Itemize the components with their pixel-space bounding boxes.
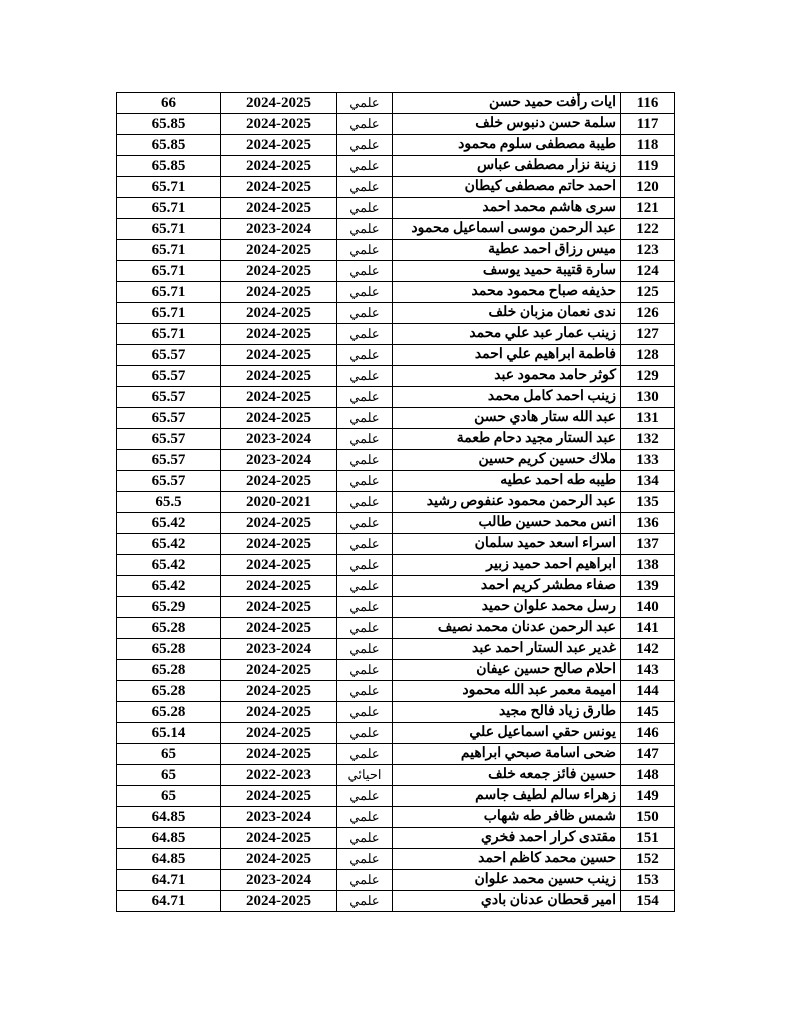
score-cell: 65.71 — [117, 303, 221, 324]
sequence-cell: 137 — [621, 534, 675, 555]
score-cell: 65.85 — [117, 114, 221, 135]
sequence-cell: 134 — [621, 471, 675, 492]
sequence-cell: 144 — [621, 681, 675, 702]
table-row — [117, 282, 675, 303]
year-cell: 2024-2025 — [221, 177, 337, 198]
sequence-cell: 116 — [621, 93, 675, 114]
name-cell: ملاك حسين كريم حسين — [393, 450, 621, 471]
score-cell: 65.71 — [117, 177, 221, 198]
table-row — [117, 576, 675, 597]
table-row — [117, 177, 675, 198]
name-cell: طيبة مصطفى سلوم محمود — [393, 135, 621, 156]
score-cell: 65.85 — [117, 156, 221, 177]
year-cell: 2024-2025 — [221, 891, 337, 912]
name-cell: غدير عبد الستار احمد عبد — [393, 639, 621, 660]
name-cell: ايات رأفت حميد حسن — [393, 93, 621, 114]
name-cell: طيبه طه احمد عطيه — [393, 471, 621, 492]
branch-cell: علمي — [337, 135, 393, 156]
table-row — [117, 618, 675, 639]
branch-cell: علمي — [337, 849, 393, 870]
score-cell: 65 — [117, 765, 221, 786]
branch-cell: علمي — [337, 723, 393, 744]
name-cell: ضحى اسامة صبحي ابراهيم — [393, 744, 621, 765]
branch-cell: علمي — [337, 198, 393, 219]
score-cell: 64.85 — [117, 828, 221, 849]
branch-cell: علمي — [337, 891, 393, 912]
branch-cell: علمي — [337, 93, 393, 114]
branch-cell: علمي — [337, 555, 393, 576]
score-cell: 65.28 — [117, 660, 221, 681]
year-cell: 2024-2025 — [221, 744, 337, 765]
table-row — [117, 744, 675, 765]
year-cell: 2023-2024 — [221, 639, 337, 660]
score-cell: 65.71 — [117, 324, 221, 345]
year-cell: 2023-2024 — [221, 429, 337, 450]
year-cell: 2024-2025 — [221, 282, 337, 303]
table-row — [117, 135, 675, 156]
score-cell: 65.28 — [117, 639, 221, 660]
branch-cell: علمي — [337, 492, 393, 513]
branch-cell: علمي — [337, 219, 393, 240]
year-cell: 2024-2025 — [221, 513, 337, 534]
branch-cell: علمي — [337, 345, 393, 366]
year-cell: 2024-2025 — [221, 576, 337, 597]
year-cell: 2024-2025 — [221, 555, 337, 576]
table-row — [117, 366, 675, 387]
sequence-cell: 147 — [621, 744, 675, 765]
score-cell: 65.71 — [117, 198, 221, 219]
branch-cell: علمي — [337, 534, 393, 555]
score-cell: 66 — [117, 93, 221, 114]
year-cell: 2024-2025 — [221, 345, 337, 366]
branch-cell: علمي — [337, 261, 393, 282]
table-row — [117, 93, 675, 114]
year-cell: 2024-2025 — [221, 618, 337, 639]
branch-cell: علمي — [337, 114, 393, 135]
table-row — [117, 765, 675, 786]
results-table — [116, 92, 675, 912]
sequence-cell: 122 — [621, 219, 675, 240]
name-cell: امير قحطان عدنان بادي — [393, 891, 621, 912]
name-cell: اسراء اسعد حميد سلمان — [393, 534, 621, 555]
score-cell: 65.29 — [117, 597, 221, 618]
table-row — [117, 387, 675, 408]
name-cell: صفاء مطشر كريم احمد — [393, 576, 621, 597]
name-cell: عبد الرحمن عدنان محمد نصيف — [393, 618, 621, 639]
table-row — [117, 219, 675, 240]
year-cell: 2024-2025 — [221, 303, 337, 324]
name-cell: سارة قتيبة حميد يوسف — [393, 261, 621, 282]
branch-cell: احيائي — [337, 765, 393, 786]
year-cell: 2024-2025 — [221, 681, 337, 702]
results-table-body — [117, 93, 675, 912]
name-cell: ميس رزاق احمد عطية — [393, 240, 621, 261]
score-cell: 65.42 — [117, 534, 221, 555]
score-cell: 65.71 — [117, 219, 221, 240]
score-cell: 65.57 — [117, 429, 221, 450]
table-row — [117, 597, 675, 618]
sequence-cell: 123 — [621, 240, 675, 261]
score-cell: 65.57 — [117, 450, 221, 471]
year-cell: 2024-2025 — [221, 198, 337, 219]
sequence-cell: 132 — [621, 429, 675, 450]
year-cell: 2024-2025 — [221, 597, 337, 618]
score-cell: 64.71 — [117, 891, 221, 912]
name-cell: احلام صالح حسين عيفان — [393, 660, 621, 681]
sequence-cell: 127 — [621, 324, 675, 345]
year-cell: 2024-2025 — [221, 387, 337, 408]
sequence-cell: 126 — [621, 303, 675, 324]
branch-cell: علمي — [337, 156, 393, 177]
score-cell: 65.42 — [117, 555, 221, 576]
sequence-cell: 148 — [621, 765, 675, 786]
table-row — [117, 891, 675, 912]
sequence-cell: 142 — [621, 639, 675, 660]
name-cell: عبد الستار مجيد دحام طعمة — [393, 429, 621, 450]
year-cell: 2024-2025 — [221, 261, 337, 282]
name-cell: شمس ظافر طه شهاب — [393, 807, 621, 828]
name-cell: زينب احمد كامل محمد — [393, 387, 621, 408]
branch-cell: علمي — [337, 828, 393, 849]
name-cell: عبد الرحمن محمود عنفوص رشيد — [393, 492, 621, 513]
year-cell: 2024-2025 — [221, 93, 337, 114]
name-cell: طارق زياد فالح مجيد — [393, 702, 621, 723]
branch-cell: علمي — [337, 576, 393, 597]
sequence-cell: 135 — [621, 492, 675, 513]
year-cell: 2024-2025 — [221, 135, 337, 156]
table-row — [117, 408, 675, 429]
table-row — [117, 639, 675, 660]
table-row — [117, 471, 675, 492]
year-cell: 2024-2025 — [221, 702, 337, 723]
branch-cell: علمي — [337, 429, 393, 450]
sequence-cell: 143 — [621, 660, 675, 681]
table-row — [117, 345, 675, 366]
table-row — [117, 429, 675, 450]
sequence-cell: 145 — [621, 702, 675, 723]
branch-cell: علمي — [337, 240, 393, 261]
table-row — [117, 303, 675, 324]
sequence-cell: 133 — [621, 450, 675, 471]
name-cell: اميمة معمر عبد الله محمود — [393, 681, 621, 702]
branch-cell: علمي — [337, 744, 393, 765]
branch-cell: علمي — [337, 597, 393, 618]
score-cell: 64.71 — [117, 870, 221, 891]
score-cell: 65.28 — [117, 681, 221, 702]
year-cell: 2022-2023 — [221, 765, 337, 786]
sequence-cell: 150 — [621, 807, 675, 828]
branch-cell: علمي — [337, 282, 393, 303]
sequence-cell: 124 — [621, 261, 675, 282]
score-cell: 64.85 — [117, 807, 221, 828]
table-row — [117, 870, 675, 891]
name-cell: عبد الرحمن موسى اسماعيل محمود — [393, 219, 621, 240]
table-row — [117, 114, 675, 135]
branch-cell: علمي — [337, 303, 393, 324]
sequence-cell: 140 — [621, 597, 675, 618]
name-cell: حسين محمد كاظم احمد — [393, 849, 621, 870]
sequence-cell: 128 — [621, 345, 675, 366]
year-cell: 2024-2025 — [221, 324, 337, 345]
name-cell: فاطمة ابراهيم علي احمد — [393, 345, 621, 366]
year-cell: 2024-2025 — [221, 849, 337, 870]
branch-cell: علمي — [337, 177, 393, 198]
branch-cell: علمي — [337, 387, 393, 408]
table-row — [117, 492, 675, 513]
sequence-cell: 138 — [621, 555, 675, 576]
score-cell: 65.57 — [117, 345, 221, 366]
table-row — [117, 198, 675, 219]
table-row — [117, 261, 675, 282]
name-cell: ابراهيم احمد حميد زبير — [393, 555, 621, 576]
branch-cell: علمي — [337, 450, 393, 471]
score-cell: 65.14 — [117, 723, 221, 744]
name-cell: رسل محمد علوان حميد — [393, 597, 621, 618]
table-row — [117, 324, 675, 345]
sequence-cell: 139 — [621, 576, 675, 597]
year-cell: 2024-2025 — [221, 156, 337, 177]
score-cell: 65.71 — [117, 261, 221, 282]
name-cell: سلمة حسن دنبوس خلف — [393, 114, 621, 135]
branch-cell: علمي — [337, 870, 393, 891]
branch-cell: علمي — [337, 786, 393, 807]
sequence-cell: 129 — [621, 366, 675, 387]
score-cell: 65.28 — [117, 618, 221, 639]
name-cell: زينب عمار عبد علي محمد — [393, 324, 621, 345]
table-row — [117, 786, 675, 807]
sequence-cell: 146 — [621, 723, 675, 744]
score-cell: 65.57 — [117, 366, 221, 387]
table-row — [117, 450, 675, 471]
branch-cell: علمي — [337, 807, 393, 828]
score-cell: 65.42 — [117, 513, 221, 534]
sequence-cell: 153 — [621, 870, 675, 891]
score-cell: 64.85 — [117, 849, 221, 870]
sequence-cell: 121 — [621, 198, 675, 219]
sequence-cell: 141 — [621, 618, 675, 639]
branch-cell: علمي — [337, 681, 393, 702]
year-cell: 2024-2025 — [221, 471, 337, 492]
table-row — [117, 660, 675, 681]
score-cell: 65.42 — [117, 576, 221, 597]
sequence-cell: 131 — [621, 408, 675, 429]
sequence-cell: 152 — [621, 849, 675, 870]
branch-cell: علمي — [337, 639, 393, 660]
year-cell: 2023-2024 — [221, 870, 337, 891]
score-cell: 65.71 — [117, 240, 221, 261]
score-cell: 65.5 — [117, 492, 221, 513]
name-cell: كوثر حامد محمود عبد — [393, 366, 621, 387]
year-cell: 2024-2025 — [221, 366, 337, 387]
name-cell: عبد الله ستار هادي حسن — [393, 408, 621, 429]
sequence-cell: 117 — [621, 114, 675, 135]
sequence-cell: 136 — [621, 513, 675, 534]
name-cell: حسين فائز جمعه خلف — [393, 765, 621, 786]
year-cell: 2024-2025 — [221, 660, 337, 681]
score-cell: 65 — [117, 744, 221, 765]
table-row — [117, 807, 675, 828]
branch-cell: علمي — [337, 702, 393, 723]
branch-cell: علمي — [337, 513, 393, 534]
sequence-cell: 125 — [621, 282, 675, 303]
name-cell: انس محمد حسين طالب — [393, 513, 621, 534]
name-cell: مقتدى كرار احمد فخري — [393, 828, 621, 849]
table-row — [117, 681, 675, 702]
year-cell: 2023-2024 — [221, 807, 337, 828]
score-cell: 65.57 — [117, 387, 221, 408]
table-row — [117, 534, 675, 555]
table-row — [117, 513, 675, 534]
table-row — [117, 702, 675, 723]
table-row — [117, 849, 675, 870]
table-row — [117, 240, 675, 261]
year-cell: 2023-2024 — [221, 219, 337, 240]
sequence-cell: 120 — [621, 177, 675, 198]
year-cell: 2024-2025 — [221, 786, 337, 807]
score-cell: 65.85 — [117, 135, 221, 156]
name-cell: زهراء سالم لطيف جاسم — [393, 786, 621, 807]
branch-cell: علمي — [337, 618, 393, 639]
name-cell: زينب حسين محمد علوان — [393, 870, 621, 891]
year-cell: 2024-2025 — [221, 114, 337, 135]
table-row — [117, 723, 675, 744]
branch-cell: علمي — [337, 660, 393, 681]
score-cell: 65.28 — [117, 702, 221, 723]
branch-cell: علمي — [337, 408, 393, 429]
name-cell: زينة نزار مصطفى عباس — [393, 156, 621, 177]
table-row — [117, 156, 675, 177]
name-cell: حذيفه صباح محمود محمد — [393, 282, 621, 303]
year-cell: 2024-2025 — [221, 408, 337, 429]
score-cell: 65.71 — [117, 282, 221, 303]
year-cell: 2020-2021 — [221, 492, 337, 513]
sequence-cell: 149 — [621, 786, 675, 807]
name-cell: ندى نعمان مزبان خلف — [393, 303, 621, 324]
name-cell: احمد حاتم مصطفى كيطان — [393, 177, 621, 198]
name-cell: سرى هاشم محمد احمد — [393, 198, 621, 219]
year-cell: 2024-2025 — [221, 240, 337, 261]
year-cell: 2024-2025 — [221, 534, 337, 555]
table-row — [117, 555, 675, 576]
score-cell: 65.57 — [117, 471, 221, 492]
sequence-cell: 151 — [621, 828, 675, 849]
branch-cell: علمي — [337, 366, 393, 387]
branch-cell: علمي — [337, 471, 393, 492]
sequence-cell: 130 — [621, 387, 675, 408]
name-cell: يونس حقي اسماعيل علي — [393, 723, 621, 744]
score-cell: 65 — [117, 786, 221, 807]
year-cell: 2024-2025 — [221, 828, 337, 849]
sequence-cell: 119 — [621, 156, 675, 177]
score-cell: 65.57 — [117, 408, 221, 429]
sequence-cell: 118 — [621, 135, 675, 156]
sequence-cell: 154 — [621, 891, 675, 912]
year-cell: 2023-2024 — [221, 450, 337, 471]
branch-cell: علمي — [337, 324, 393, 345]
table-row — [117, 828, 675, 849]
year-cell: 2024-2025 — [221, 723, 337, 744]
